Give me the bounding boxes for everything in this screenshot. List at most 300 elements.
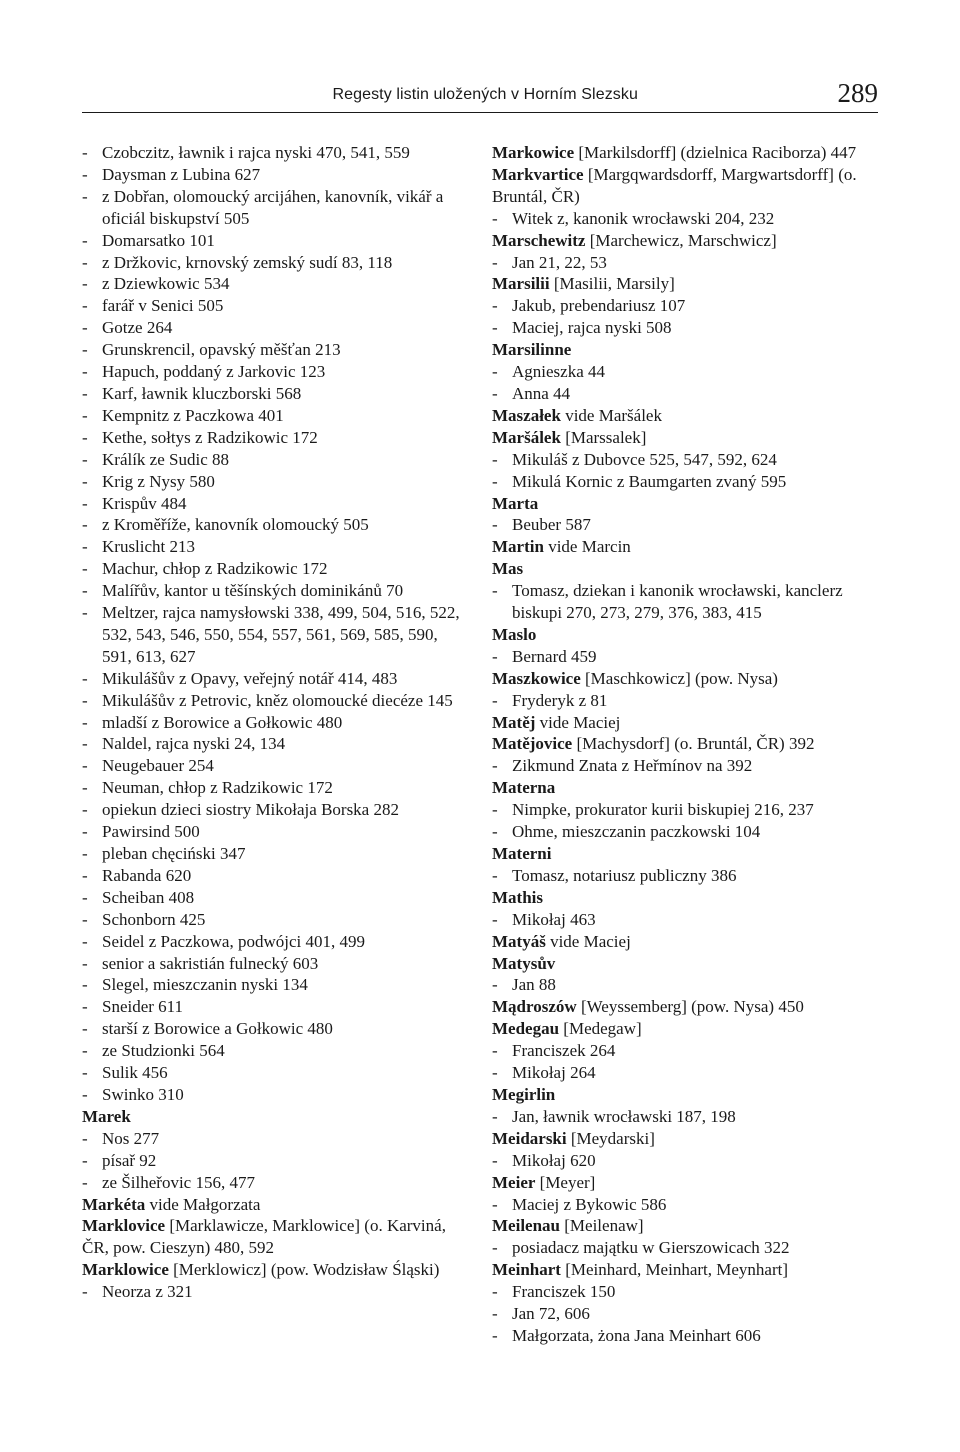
index-headword-entry	[492, 733, 882, 755]
subentry-text: Fryderyk z 81	[512, 690, 608, 710]
headword-details: [Weyssemberg] (pow. Nysa) 450	[576, 997, 804, 1017]
subentry-text: senior a sakristián fulnecký 603	[102, 953, 319, 973]
headword: Meilenau	[492, 1216, 560, 1236]
subentry-text: Meltzer, rajca namysłowski 338, 499, 504, 516, 522, 532, 543, 546, 550, 554, 557, 561, 569, 585, 590, 591, 613, 627	[102, 603, 460, 666]
subentry-text: Grunskrencil, opavský měšťan 213	[102, 340, 341, 360]
index-subentry	[82, 887, 460, 909]
index-subentry	[82, 712, 460, 734]
index-subentry	[492, 1303, 882, 1325]
headword: Martin	[492, 537, 544, 557]
subentry-text: Czobczitz, ławnik i rajca nyski 470, 541, 559	[102, 143, 410, 162]
index-subentry	[82, 427, 460, 449]
headword-details: [Machysdorf] (o. Bruntál, ČR) 392	[572, 734, 815, 754]
subentry-dash: -	[82, 405, 88, 425]
subentry-dash: -	[82, 164, 88, 184]
headword: Maszałek	[492, 405, 561, 425]
subentry-text: Naldel, rajca nyski 24, 134	[102, 734, 286, 754]
index-subentry	[82, 1281, 460, 1303]
index-headword-entry	[492, 427, 882, 449]
index-subentry	[82, 317, 460, 339]
subentry-text: Seidel z Paczkowa, podwójci 401, 499	[102, 931, 365, 951]
subentry-dash: -	[82, 712, 88, 732]
subentry-text: písař 92	[102, 1150, 157, 1170]
index-subentry	[492, 208, 882, 230]
headword-details: [Marssalek]	[560, 427, 647, 447]
index-subentry	[82, 755, 460, 777]
running-header	[82, 78, 878, 114]
index-subentry	[492, 821, 882, 843]
index-subentry	[82, 471, 460, 493]
index-subentry	[492, 755, 882, 777]
subentry-text: Scheiban 408	[102, 887, 195, 907]
subentry-text: Pawirsind 500	[102, 822, 200, 842]
subentry-dash: -	[82, 822, 88, 842]
headword: Medegau	[492, 1019, 560, 1039]
index-subentry	[82, 1084, 460, 1106]
subentry-text: Krispův 484	[102, 493, 187, 513]
subentry-dash: -	[492, 756, 498, 776]
index-headword-entry	[492, 1259, 882, 1281]
index-subentry	[492, 799, 882, 821]
headword: Marta	[492, 493, 539, 513]
subentry-dash: -	[492, 1041, 498, 1061]
headword: Matějovice	[492, 734, 573, 754]
index-headword-entry	[492, 536, 882, 558]
subentry-text: Králík ze Sudic 88	[102, 449, 229, 469]
subentry-text: Gotze 264	[102, 318, 173, 338]
headword: Meier	[492, 1172, 536, 1192]
index-subentry	[82, 1040, 460, 1062]
subentry-dash: -	[82, 230, 88, 250]
subentry-text: Nimpke, prokurator kurii biskupiej 216, 237	[512, 800, 814, 820]
index-headword-entry	[492, 996, 882, 1018]
headword-details: vide Maciej	[535, 712, 621, 732]
headword-details: vide Marcin	[543, 537, 631, 557]
headword: Megirlin	[492, 1084, 556, 1104]
index-headword-entry	[82, 1259, 460, 1281]
subentry-text: Witek z, kanonik wrocławski 204, 232	[512, 208, 775, 228]
subentry-dash: -	[492, 1063, 498, 1083]
headword: Marklowice	[82, 1260, 169, 1280]
subentry-dash: -	[82, 383, 88, 403]
headword: Marek	[82, 1106, 131, 1126]
subentry-text: Mikołaj 620	[512, 1150, 596, 1170]
subentry-text: Swinko 310	[102, 1084, 184, 1104]
subentry-text: pleban chęciński 347	[102, 844, 246, 863]
headword: Markowice	[492, 143, 575, 162]
subentry-text: Zikmund Znata z Heřmínov na 392	[512, 756, 753, 776]
index-subentry	[82, 799, 460, 821]
subentry-text: Neuman, chłop z Radzikowic 172	[102, 778, 333, 798]
index-subentry	[82, 996, 460, 1018]
subentry-dash: -	[82, 537, 88, 557]
index-subentry	[82, 931, 460, 953]
subentry-dash: -	[492, 909, 498, 929]
subentry-dash: -	[492, 515, 498, 535]
subentry-text: Maciej, rajca nyski 508	[512, 318, 672, 338]
index-headword-entry	[492, 1172, 882, 1194]
subentry-dash: -	[82, 493, 88, 513]
index-headword-entry	[82, 1106, 460, 1128]
subentry-dash: -	[82, 581, 88, 601]
header-rule	[82, 112, 878, 113]
subentry-dash: -	[492, 471, 498, 491]
subentry-dash: -	[82, 778, 88, 798]
subentry-dash: -	[492, 1150, 498, 1170]
subentry-text: Jan 88	[512, 975, 556, 995]
index-subentry	[82, 361, 460, 383]
headword: Markéta	[82, 1194, 146, 1214]
headword: Marsilii	[492, 274, 550, 294]
subentry-text: Karf, ławnik kluczborski 568	[102, 383, 302, 403]
subentry-dash: -	[492, 296, 498, 316]
subentry-dash: -	[492, 318, 498, 338]
headword: Marschewitz	[492, 230, 586, 250]
subentry-text: mladší z Borowice a Gołkowic 480	[102, 712, 343, 732]
subentry-dash: -	[82, 909, 88, 929]
subentry-dash: -	[82, 274, 88, 294]
subentry-dash: -	[82, 1063, 88, 1083]
subentry-dash: -	[82, 340, 88, 360]
index-headword-entry	[492, 712, 882, 734]
subentry-dash: -	[492, 208, 498, 228]
subentry-text: Bernard 459	[512, 646, 597, 666]
index-subentry	[492, 580, 882, 624]
headword: Meinhart	[492, 1260, 561, 1280]
subentry-text: Kempnitz z Paczkowa 401	[102, 405, 284, 425]
subentry-dash: -	[492, 690, 498, 710]
index-headword-entry	[492, 493, 882, 515]
subentry-text: z Držkovic, krnovský zemský sudí 83, 118	[102, 252, 393, 272]
index-headword-entry	[82, 1194, 460, 1216]
subentry-text: Mikulášův z Petrovic, kněz olomoucké diecéze 145	[102, 690, 453, 710]
subentry-text: z Kroměříže, kanovník olomoucký 505	[102, 515, 369, 535]
index-subentry	[82, 1018, 460, 1040]
subentry-text: ze Studzionki 564	[102, 1041, 225, 1061]
subentry-text: farář v Senici 505	[102, 296, 224, 316]
subentry-text: Tomasz, dziekan i kanonik wrocławski, kanclerz biskupi 270, 273, 279, 376, 383, 415	[512, 581, 843, 623]
index-subentry	[492, 1194, 882, 1216]
index-headword-entry	[492, 164, 882, 208]
subentry-text: Tomasz, notariusz publiczny 386	[512, 865, 737, 885]
subentry-text: Sneider 611	[102, 997, 184, 1017]
headword-details: vide Małgorzata	[145, 1194, 261, 1214]
index-subentry	[82, 777, 460, 799]
headword-details: [Meydarski]	[566, 1128, 655, 1148]
index-subentry	[492, 909, 882, 931]
headword: Matysův	[492, 953, 556, 973]
headword-details: [Merklowicz] (pow. Wodzisław Śląski)	[168, 1260, 440, 1280]
subentry-text: z Dobřan, olomoucký arcijáhen, kanovník, vikář a oficiál biskupství 505	[102, 186, 444, 228]
index-subentry	[82, 733, 460, 755]
headword-details: [Margqwardsdorff, Margwartsdorff] (o. Bruntál, ČR)	[492, 164, 857, 206]
index-headword-entry	[492, 668, 882, 690]
subentry-text: opiekun dzieci siostry Mikołaja Borska 282	[102, 800, 399, 820]
index-column-left	[82, 142, 460, 1303]
subentry-dash: -	[82, 143, 88, 162]
index-subentry	[82, 142, 460, 164]
index-subentry	[492, 295, 882, 317]
index-subentry	[82, 668, 460, 690]
subentry-dash: -	[82, 953, 88, 973]
headword: Materna	[492, 778, 556, 798]
index-subentry	[82, 602, 460, 668]
index-subentry	[492, 471, 882, 493]
index-subentry	[82, 405, 460, 427]
subentry-dash: -	[82, 471, 88, 491]
subentry-text: Franciszek 150	[512, 1282, 616, 1302]
subentry-dash: -	[82, 559, 88, 579]
index-subentry	[82, 339, 460, 361]
headword-details: [Markilsdorff] (dzielnica Raciborza) 447	[574, 143, 857, 162]
index-subentry	[82, 690, 460, 712]
subentry-dash: -	[82, 296, 88, 316]
subentry-dash: -	[492, 252, 498, 272]
subentry-dash: -	[82, 931, 88, 951]
index-subentry	[82, 536, 460, 558]
index-subentry	[492, 690, 882, 712]
headword-details: vide Maršálek	[560, 405, 662, 425]
index-headword-entry	[492, 624, 882, 646]
subentry-text: Jan 72, 606	[512, 1304, 590, 1324]
index-subentry	[492, 252, 882, 274]
index-headword-entry	[492, 273, 882, 295]
subentry-dash: -	[82, 362, 88, 382]
subentry-dash: -	[492, 865, 498, 885]
index-headword-entry	[492, 339, 882, 361]
subentry-dash: -	[82, 252, 88, 272]
subentry-text: Kruslicht 213	[102, 537, 196, 557]
index-subentry	[492, 865, 882, 887]
index-subentry	[492, 1150, 882, 1172]
index-subentry	[82, 493, 460, 515]
subentry-text: Domarsatko 101	[102, 230, 215, 250]
index-headword-entry	[492, 931, 882, 953]
subentry-dash: -	[82, 1084, 88, 1104]
subentry-text: Mikołaj 264	[512, 1063, 596, 1083]
subentry-text: Slegel, mieszczanin nyski 134	[102, 975, 308, 995]
index-subentry	[82, 558, 460, 580]
index-column-right	[492, 142, 882, 1347]
subentry-dash: -	[82, 1019, 88, 1039]
index-subentry	[82, 974, 460, 996]
page-number: 289	[837, 78, 878, 108]
headword: Maszkowice	[492, 668, 581, 688]
subentry-dash: -	[492, 449, 498, 469]
index-subentry	[82, 514, 460, 536]
headword-details: [Meinhard, Meinhart, Meynhart]	[560, 1260, 789, 1280]
subentry-text: Daysman z Lubina 627	[102, 164, 261, 184]
subentry-text: Mikołaj 463	[512, 909, 596, 929]
headword-details: [Maschkowicz] (pow. Nysa)	[580, 668, 778, 688]
index-headword-entry	[492, 887, 882, 909]
index-subentry	[82, 230, 460, 252]
subentry-text: Mikulášův z Opavy, veřejný notář 414, 483	[102, 668, 398, 688]
subentry-dash: -	[82, 1150, 88, 1170]
index-headword-entry	[492, 1084, 882, 1106]
headword: Materni	[492, 844, 552, 863]
headword: Maršálek	[492, 427, 561, 447]
headword: Markvartice	[492, 164, 584, 184]
index-subentry	[82, 865, 460, 887]
index-subentry	[82, 186, 460, 230]
subentry-text: Jan 21, 22, 53	[512, 252, 607, 272]
headword-details: [Meilenaw]	[560, 1216, 644, 1236]
headword-details: vide Maciej	[545, 931, 631, 951]
subentry-dash: -	[492, 1304, 498, 1324]
index-subentry	[82, 953, 460, 975]
subentry-dash: -	[82, 1128, 88, 1148]
subentry-dash: -	[82, 1282, 88, 1302]
subentry-dash: -	[82, 1172, 88, 1192]
headword-details: [Medegaw]	[559, 1019, 642, 1039]
index-subentry	[492, 974, 882, 996]
headword: Matěj	[492, 712, 536, 732]
subentry-text: Neugebauer 254	[102, 756, 214, 776]
subentry-dash: -	[492, 975, 498, 995]
subentry-text: Ohme, mieszczanin paczkowski 104	[512, 822, 761, 842]
subentry-dash: -	[492, 362, 498, 382]
headword-details: [Masilii, Marsily]	[549, 274, 675, 294]
index-subentry	[82, 821, 460, 843]
subentry-dash: -	[492, 1282, 498, 1302]
index-subentry	[82, 1128, 460, 1150]
headword: Meidarski	[492, 1128, 567, 1148]
index-headword-entry	[492, 1128, 882, 1150]
index-headword-entry	[492, 142, 882, 164]
index-headword-entry	[492, 405, 882, 427]
index-subentry	[82, 580, 460, 602]
subentry-dash: -	[82, 449, 88, 469]
subentry-dash: -	[82, 690, 88, 710]
index-headword-entry	[492, 843, 882, 865]
index-subentry	[492, 1062, 882, 1084]
subentry-text: Sulik 456	[102, 1063, 168, 1083]
index-subentry	[492, 317, 882, 339]
headword: Mas	[492, 559, 524, 579]
index-subentry	[492, 449, 882, 471]
subentry-text: Nos 277	[102, 1128, 160, 1148]
subentry-dash: -	[82, 668, 88, 688]
subentry-dash: -	[82, 603, 88, 623]
index-subentry	[492, 1237, 882, 1259]
index-subentry	[492, 383, 882, 405]
subentry-text: Krig z Nysy 580	[102, 471, 215, 491]
subentry-dash: -	[492, 1325, 498, 1345]
subentry-text: Maciej z Bykowic 586	[512, 1194, 667, 1214]
index-subentry	[82, 273, 460, 295]
running-title: Regesty listin uložených v Horním Slezsku	[332, 86, 638, 103]
subentry-text: Machur, chłop z Radzikowic 172	[102, 559, 328, 579]
index-subentry	[82, 843, 460, 865]
subentry-dash: -	[82, 734, 88, 754]
subentry-text: Schonborn 425	[102, 909, 206, 929]
subentry-dash: -	[82, 975, 88, 995]
headword: Marklovice	[82, 1216, 166, 1236]
index-subentry	[82, 1172, 460, 1194]
subentry-text: Agnieszka 44	[512, 362, 606, 382]
subentry-dash: -	[492, 800, 498, 820]
subentry-text: Hapuch, poddaný z Jarkovic 123	[102, 362, 326, 382]
subentry-dash: -	[82, 844, 88, 863]
subentry-dash: -	[82, 800, 88, 820]
subentry-text: Jakub, prebendariusz 107	[512, 296, 686, 316]
subentry-dash: -	[492, 1194, 498, 1214]
subentry-dash: -	[82, 756, 88, 776]
index-headword-entry	[492, 953, 882, 975]
headword: Maslo	[492, 624, 537, 644]
subentry-dash: -	[82, 186, 88, 206]
index-headword-entry	[492, 230, 882, 252]
index-subentry	[82, 164, 460, 186]
index-headword-entry	[492, 1018, 882, 1040]
index-subentry	[82, 295, 460, 317]
headword: Mądroszów	[492, 997, 577, 1017]
subentry-text: Beuber 587	[512, 515, 591, 535]
headword-details: [Meyer]	[535, 1172, 596, 1192]
subentry-dash: -	[82, 887, 88, 907]
subentry-text: Franciszek 264	[512, 1041, 616, 1061]
subentry-text: Mikulá Kornic z Baumgarten zvaný 595	[512, 471, 787, 491]
subentry-text: Neorza z 321	[102, 1282, 193, 1302]
index-headword-entry	[492, 1215, 882, 1237]
index-subentry	[492, 361, 882, 383]
headword: Matyáš	[492, 931, 546, 951]
subentry-dash: -	[82, 997, 88, 1017]
index-subentry	[492, 646, 882, 668]
index-headword-entry	[492, 777, 882, 799]
subentry-dash: -	[82, 427, 88, 447]
index-subentry	[82, 252, 460, 274]
index-subentry	[82, 1150, 460, 1172]
subentry-text: Kethe, sołtys z Radzikowic 172	[102, 427, 318, 447]
headword-details: [Marchewicz, Marschwicz]	[585, 230, 777, 250]
subentry-text: Malířův, kantor u těšínských dominikánů 70	[102, 581, 404, 601]
subentry-dash: -	[82, 1041, 88, 1061]
index-subentry	[492, 514, 882, 536]
subentry-text: posiadacz majątku w Gierszowicach 322	[512, 1238, 790, 1258]
subentry-text: z Dziewkowic 534	[102, 274, 230, 294]
subentry-dash: -	[492, 646, 498, 666]
subentry-dash: -	[492, 1238, 498, 1258]
index-headword-entry	[82, 1215, 460, 1259]
index-subentry	[82, 909, 460, 931]
index-subentry	[492, 1106, 882, 1128]
subentry-text: Małgorzata, żona Jana Meinhart 606	[512, 1325, 761, 1345]
index-headword-entry	[492, 558, 882, 580]
subentry-text: ze Šilheřovic 156, 477	[102, 1172, 255, 1192]
subentry-dash: -	[492, 383, 498, 403]
index-subentry	[82, 383, 460, 405]
subentry-dash: -	[82, 515, 88, 535]
subentry-text: Mikuláš z Dubovce 525, 547, 592, 624	[512, 449, 777, 469]
index-subentry	[82, 449, 460, 471]
subentry-text: Rabanda 620	[102, 865, 192, 885]
headword: Marsilinne	[492, 340, 572, 360]
headword-details: [Marklawicze, Marklowice] (o. Karviná, ČR, pow. Cieszyn) 480, 592	[82, 1216, 446, 1258]
subentry-dash: -	[82, 865, 88, 885]
index-subentry	[492, 1040, 882, 1062]
subentry-dash: -	[492, 822, 498, 842]
subentry-dash: -	[492, 1106, 498, 1126]
subentry-text: Jan, ławnik wrocławski 187, 198	[512, 1106, 736, 1126]
subentry-text: Anna 44	[512, 383, 571, 403]
subentry-dash: -	[492, 581, 498, 601]
subentry-text: starší z Borowice a Gołkowic 480	[102, 1019, 333, 1039]
subentry-dash: -	[82, 318, 88, 338]
headword: Mathis	[492, 887, 543, 907]
index-subentry	[492, 1325, 882, 1347]
